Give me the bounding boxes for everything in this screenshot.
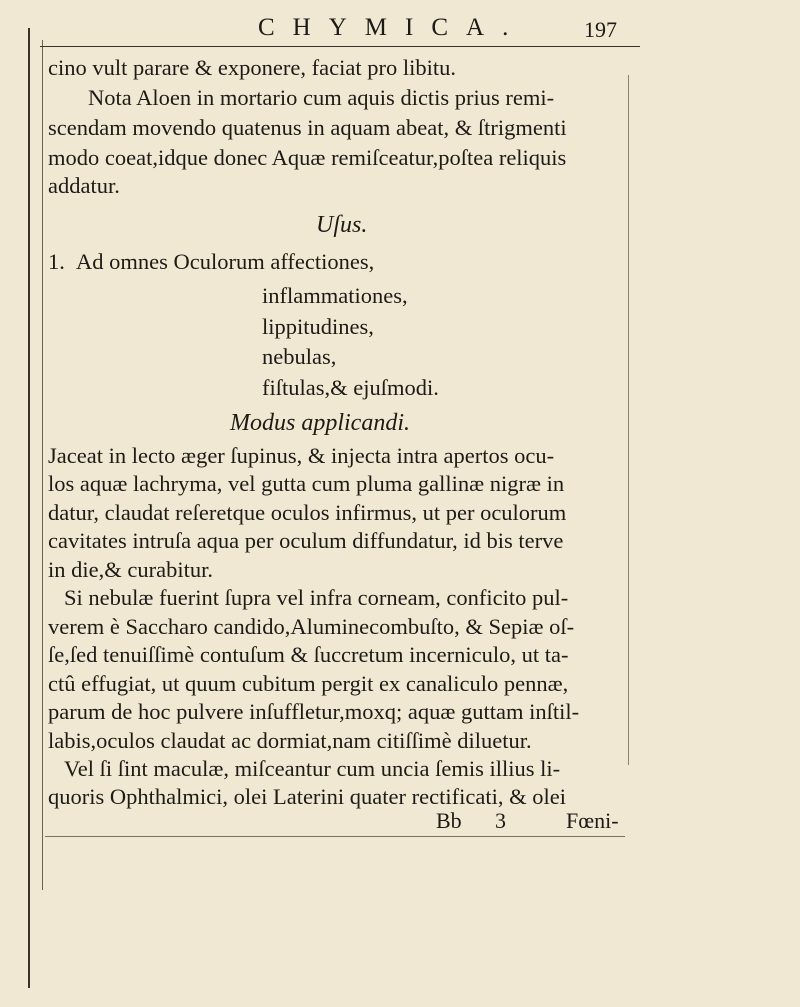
running-title: CHYMICA. <box>258 14 527 41</box>
text-line: ſe,ſed tenuiſſimè contuſum & ſuccretum incerniculo, ut ta- <box>48 642 569 667</box>
text-line: Si nebulæ fuerint ſupra vel infra corneam, conficito pul- <box>64 585 569 610</box>
footer-rule <box>45 836 625 837</box>
text-line: los aquæ lachryma, vel gutta cum pluma gallinæ nigræ in <box>48 471 565 496</box>
text-line: parum de hoc pulvere inſuffletur,moxq; aquæ guttam inſtil- <box>48 699 580 724</box>
list-item: nebulas, <box>262 344 337 369</box>
text-line: datur, claudat reſeretque oculos infirmus, ut per oculorum <box>48 500 567 525</box>
text-line: ctû effugiat, ut quum cubitum pergit ex canaliculo pennæ, <box>48 671 569 696</box>
margin-rule-right <box>628 75 629 765</box>
signature-number: 3 <box>495 808 506 833</box>
list-first-line: Ad omnes Oculorum affectiones, <box>76 249 375 274</box>
section-heading-usus: Uſus. <box>316 212 368 238</box>
text-line: cavitates intruſa aqua per oculum diffundatur, id bis terve <box>48 528 564 553</box>
text-line: addatur. <box>48 173 120 198</box>
text-line: verem è Saccharo candido,Aluminecombuſto, & Sepiæ oſ- <box>48 614 575 639</box>
list-item: lippitudines, <box>262 314 374 339</box>
page-edge-line <box>28 28 30 988</box>
text-line: cino vult parare & exponere, faciat pro libitu. <box>48 55 456 80</box>
list-number: 1. <box>48 249 65 274</box>
catchword: Fœni- <box>566 808 619 833</box>
text-line: Vel ſi ſint maculæ, miſceantur cum uncia ſemis illius li- <box>64 756 561 781</box>
margin-rule-left <box>42 40 43 890</box>
text-line: Jaceat in lecto æger ſupinus, & injecta intra apertos ocu- <box>48 443 555 468</box>
text-line: in die,& curabitur. <box>48 557 213 582</box>
text-line: quoris Ophthalmici, olei Laterini quater rectificati, & olei <box>48 784 566 809</box>
text-line: labis,oculos claudat ac dormiat,nam citiſſimè diluetur. <box>48 728 532 753</box>
text-line: Nota Aloen in mortario cum aquis dictis prius remi- <box>88 85 555 110</box>
signature-mark: Bb <box>436 808 462 833</box>
header-rule <box>40 46 640 47</box>
page-number: 197 <box>584 17 617 42</box>
text-line: scendam movendo quatenus in aquam abeat, & ſtrigmenti <box>48 115 567 140</box>
list-item: fiſtulas,& ejuſmodi. <box>262 375 439 400</box>
text-line: modo coeat,idque donec Aquæ remiſceatur,poſtea reliquis <box>48 145 567 170</box>
list-item: inflammationes, <box>262 283 408 308</box>
section-heading-modus: Modus applicandi. <box>230 410 410 436</box>
